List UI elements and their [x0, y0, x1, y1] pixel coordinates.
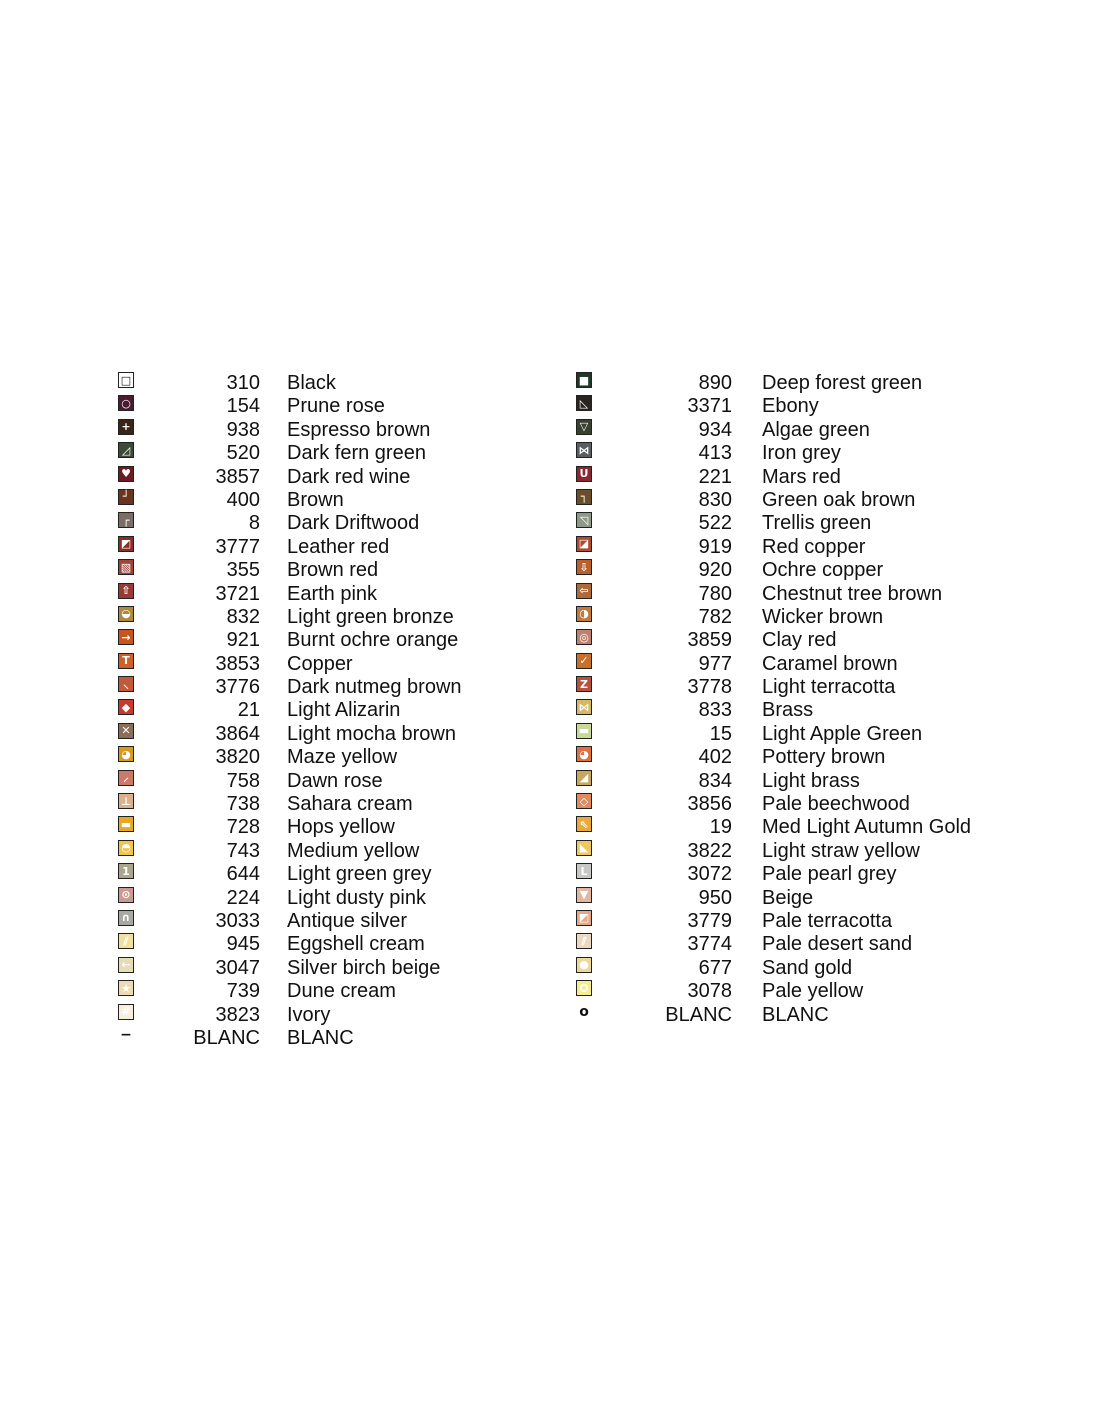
color-name: Algae green	[762, 418, 870, 441]
color-name: Burnt ochre orange	[287, 629, 459, 652]
thread-code: 3078	[687, 980, 732, 1003]
color-name: Maze yellow	[287, 746, 398, 769]
color-name: Light brass	[762, 769, 860, 792]
color-name: Ochre copper	[762, 559, 884, 582]
color-name: Light straw yellow	[762, 839, 920, 862]
color-name: Black	[287, 372, 336, 394]
thread-code: 3721	[215, 582, 260, 605]
color-name: Antique silver	[287, 909, 408, 932]
symbol-icon: ◹	[576, 512, 592, 528]
symbol-icon: ┌	[118, 512, 134, 528]
symbol-icon: ◑	[576, 606, 592, 622]
symbol-icon: ┐	[576, 489, 592, 505]
symbol-icon: □	[118, 372, 134, 388]
symbol-icon: ▬	[118, 816, 134, 832]
symbol-icon: ◕	[576, 746, 592, 762]
color-name: Hops yellow	[287, 816, 395, 839]
color-name: Ebony	[762, 395, 819, 418]
color-name: Pale terracotta	[762, 909, 893, 932]
color-name: Light Alizarin	[287, 699, 401, 722]
thread-code: 3047	[215, 956, 260, 979]
color-name: Caramel brown	[762, 652, 898, 675]
symbol-icon: ◢	[576, 770, 592, 786]
symbol-icon: ◪	[576, 536, 592, 552]
thread-code: 400	[226, 488, 260, 511]
color-name: Pale desert sand	[762, 933, 913, 956]
color-name: Light green bronze	[287, 605, 454, 628]
thread-code: 221	[698, 465, 732, 488]
symbol-icon: ▽	[576, 419, 592, 435]
symbol-icon: ○	[118, 395, 134, 411]
color-name: Earth pink	[287, 582, 378, 605]
symbol-icon: ◣	[576, 840, 592, 856]
symbol-icon: ┘	[118, 489, 134, 505]
color-name: Dawn rose	[287, 769, 383, 792]
thread-code: 758	[226, 769, 260, 792]
symbol-icon: ✓	[576, 653, 592, 669]
thread-code: BLANC	[193, 1026, 260, 1049]
thread-code: 677	[698, 956, 732, 979]
symbol-icon: #	[118, 1004, 134, 1020]
color-name: Sahara cream	[287, 793, 413, 816]
thread-code: 310	[226, 372, 260, 394]
thread-code: 921	[226, 629, 260, 652]
symbol-icon: ◆	[118, 699, 134, 715]
thread-code: 15	[709, 722, 732, 745]
color-name: Mars red	[762, 465, 841, 488]
symbol-icon: ◺	[576, 395, 592, 411]
thread-code: 3820	[215, 746, 260, 769]
color-name: Chestnut tree brown	[762, 582, 943, 605]
symbol-icon: L	[576, 863, 592, 879]
color-name: Brown	[287, 488, 344, 511]
symbol-icon: ⋈	[576, 699, 592, 715]
symbol-icon: ⊥	[118, 793, 134, 809]
color-name: Pottery brown	[762, 746, 886, 769]
color-name: Light Apple Green	[762, 722, 923, 745]
color-name: Clay red	[762, 629, 837, 652]
color-name: BLANC	[287, 1026, 354, 1049]
thread-code: 8	[248, 512, 260, 535]
symbol-icon: ←	[118, 957, 134, 973]
symbol-icon: 1	[118, 863, 134, 879]
thread-code: 945	[226, 933, 260, 956]
thread-code: BLANC	[665, 1003, 732, 1026]
thread-code: 3774	[687, 933, 732, 956]
color-name: Med Light Autumn Gold	[762, 816, 972, 839]
color-name: Sand gold	[762, 956, 853, 979]
thread-code: 3864	[215, 722, 260, 745]
thread-code: 3859	[687, 629, 732, 652]
color-name: Wicker brown	[762, 605, 884, 628]
thread-code: 3776	[215, 676, 260, 699]
thread-code: 3371	[687, 395, 732, 418]
thread-code: 728	[226, 816, 260, 839]
color-name: Espresso brown	[287, 418, 431, 441]
thread-code: 950	[698, 886, 732, 909]
color-name: Light green grey	[287, 863, 432, 886]
thread-code: 3779	[687, 909, 732, 932]
thread-code: 3857	[215, 465, 260, 488]
color-name: Pale beechwood	[762, 793, 910, 816]
thread-code: 782	[698, 605, 732, 628]
thread-code: 3778	[687, 676, 732, 699]
thread-code: 919	[698, 535, 732, 558]
color-name: Medium yellow	[287, 839, 420, 862]
color-name: Silver birch beige	[287, 956, 441, 979]
thread-code: 644	[226, 863, 260, 886]
color-name: Prune rose	[287, 395, 385, 418]
thread-code: 833	[698, 699, 732, 722]
symbol-icon: ■	[576, 372, 592, 388]
symbol-icon: ★	[118, 980, 134, 996]
symbol-icon: ◓	[118, 840, 134, 856]
thread-code: 3856	[687, 793, 732, 816]
color-name: Light dusty pink	[287, 886, 426, 909]
color-name: Brass	[762, 699, 814, 722]
symbol-icon: ◇	[576, 793, 592, 809]
thread-code: 3072	[687, 863, 732, 886]
color-name: Light terracotta	[762, 676, 896, 699]
color-name: BLANC	[762, 1003, 829, 1026]
symbol-icon: →	[118, 629, 134, 645]
symbol-icon: ◒	[118, 606, 134, 622]
symbol-icon: o	[579, 1003, 589, 1020]
thread-code: 738	[226, 793, 260, 816]
symbol-icon: ⸜	[118, 676, 134, 692]
symbol-icon: ⋈	[576, 442, 592, 458]
thread-code: 520	[226, 442, 260, 465]
symbol-icon: ▬	[576, 723, 592, 739]
symbol-icon: ⇖	[576, 816, 592, 832]
symbol-icon: ⇩	[576, 559, 592, 575]
symbol-icon: ◿	[118, 442, 134, 458]
symbol-icon: ●	[576, 957, 592, 973]
color-name: Dark nutmeg brown	[287, 676, 462, 699]
symbol-icon: ✕	[118, 723, 134, 739]
thread-code: 832	[226, 605, 260, 628]
thread-code: 355	[226, 559, 260, 582]
color-name: Brown red	[287, 559, 379, 582]
symbol-icon: ◕	[118, 746, 134, 762]
color-name: Eggshell cream	[287, 933, 425, 956]
symbol-icon: ⇧	[118, 583, 134, 599]
thread-code: 834	[698, 769, 732, 792]
color-name: Trellis green	[762, 512, 872, 535]
thread-code: 938	[226, 418, 260, 441]
thread-code: 3777	[215, 535, 260, 558]
symbol-icon: Z	[576, 676, 592, 692]
color-name: Dune cream	[287, 980, 396, 1003]
color-name: Dark fern green	[287, 442, 426, 465]
color-name: Copper	[287, 652, 353, 675]
color-name: Beige	[762, 886, 814, 909]
thread-code: 743	[226, 839, 260, 862]
color-name: Pale yellow	[762, 980, 864, 1003]
symbol-icon: ⸝	[118, 770, 134, 786]
thread-code: 3853	[215, 652, 260, 675]
color-name: Pale pearl grey	[762, 863, 897, 886]
symbol-icon: ◩	[576, 910, 592, 926]
thread-code: 739	[226, 980, 260, 1003]
symbol-icon: T	[118, 653, 134, 669]
symbol-icon: ⊙	[118, 887, 134, 903]
color-name: Leather red	[287, 535, 390, 558]
symbol-icon: ∩	[118, 910, 134, 926]
thread-code: 3823	[215, 1003, 260, 1026]
color-name: Light mocha brown	[287, 722, 456, 745]
thread-code: 19	[709, 816, 732, 839]
color-name: Red copper	[762, 535, 866, 558]
symbol-icon: ⫽	[118, 933, 134, 949]
symbol-icon: +	[118, 419, 134, 435]
color-name: Deep forest green	[762, 372, 923, 394]
thread-code: 977	[698, 652, 732, 675]
symbol-icon: −	[120, 1026, 132, 1043]
thread-code: 920	[698, 559, 732, 582]
thread-code: 3822	[687, 839, 732, 862]
symbol-icon: ◩	[118, 536, 134, 552]
symbol-icon: ▼	[576, 887, 592, 903]
symbol-icon: U	[576, 466, 592, 482]
color-name: Ivory	[287, 1003, 331, 1026]
thread-code: 154	[226, 395, 260, 418]
symbol-icon: ◎	[576, 629, 592, 645]
symbol-icon: ⇦	[576, 583, 592, 599]
thread-code: 3033	[215, 909, 260, 932]
thread-code: 830	[698, 488, 732, 511]
thread-code: 413	[698, 442, 732, 465]
thread-code: 224	[226, 886, 260, 909]
symbol-icon: ♥	[118, 466, 134, 482]
thread-code: 934	[698, 418, 732, 441]
color-name: Dark Driftwood	[287, 512, 420, 535]
thread-code: 21	[237, 699, 260, 722]
symbol-icon: ✪	[576, 980, 592, 996]
thread-code: 780	[698, 582, 732, 605]
color-name: Iron grey	[762, 442, 841, 465]
thread-code: 402	[698, 746, 732, 769]
thread-code: 522	[698, 512, 732, 535]
thread-code: 890	[698, 372, 732, 394]
symbol-icon: ⫽	[576, 933, 592, 949]
color-name: Dark red wine	[287, 465, 411, 488]
symbol-icon: ▧	[118, 559, 134, 575]
color-name: Green oak brown	[762, 488, 916, 511]
